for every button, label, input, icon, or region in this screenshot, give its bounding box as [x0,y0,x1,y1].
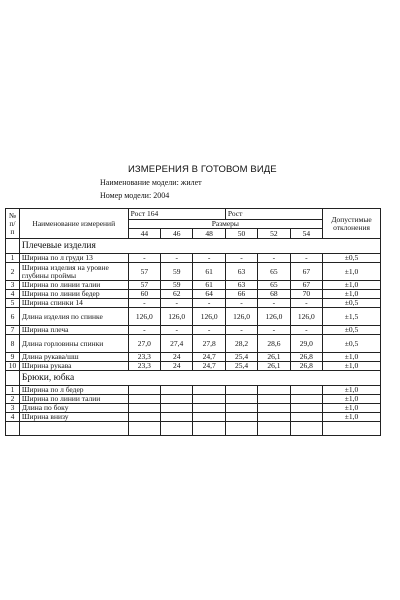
table-row [6,263,381,281]
row-value: 24 [161,362,193,371]
row-value: 24,7 [193,353,225,362]
row-value [258,404,290,413]
row-name: Ширина по линии талии [19,281,128,290]
row-value: - [258,326,290,335]
size-cell: 46 [161,229,193,239]
row-value: - [290,299,322,308]
header-num: № п/ п [6,209,20,239]
row-tolerance: ±1,5 [323,308,381,326]
row-value: 126,0 [258,308,290,326]
row-value [258,395,290,404]
table-row [6,362,381,371]
row-tolerance: ±1,0 [323,413,381,422]
row-value: - [128,299,160,308]
row-value: - [161,299,193,308]
row-num: 3 [6,281,20,290]
row-tolerance: ±1,0 [323,353,381,362]
row-value: 63 [225,281,257,290]
row-value: - [290,254,322,263]
row-value [290,404,322,413]
row-value: 26,1 [258,353,290,362]
row-value: 25,4 [225,353,257,362]
row-num: 4 [6,413,20,422]
row-value [225,404,257,413]
size-cell: 50 [225,229,257,239]
row-name: Длина рукава/шш [19,353,128,362]
table-row [6,413,381,422]
row-value: 29,0 [290,335,322,353]
row-value [258,413,290,422]
row-value: 60 [128,290,160,299]
row-value [161,395,193,404]
row-value [225,386,257,395]
row-value: - [225,326,257,335]
row-tolerance: ±1,0 [323,404,381,413]
row-name: Ширина по л бедер [19,386,128,395]
size-cell: 54 [290,229,322,239]
row-name: Ширина внизу [19,413,128,422]
table-row [6,353,381,362]
row-value [128,413,160,422]
row-value: 26,8 [290,362,322,371]
row-value: 57 [128,263,160,281]
row-name: Длина изделия по спинке [19,308,128,326]
row-value [161,404,193,413]
row-name: Ширина изделия на уровне глубины проймы [19,263,128,281]
row-value [290,386,322,395]
row-name: Длина по боку [19,404,128,413]
row-tolerance: ±0,5 [323,299,381,308]
table-row [6,290,381,299]
section-title: Плечевые изделия [19,239,380,254]
row-value: 70 [290,290,322,299]
row-value: 59 [161,263,193,281]
size-cell: 48 [193,229,225,239]
table-row-empty [6,422,381,436]
model-name: Наименование модели: жилет [100,178,202,187]
row-value: 66 [225,290,257,299]
row-value: - [225,254,257,263]
row-value: 26,1 [258,362,290,371]
row-num: 10 [6,362,20,371]
row-num: 5 [6,299,20,308]
row-value: 126,0 [290,308,322,326]
row-value [193,404,225,413]
row-name: Длина горловины спинки [19,335,128,353]
row-value [161,386,193,395]
row-tolerance: ±1,0 [323,281,381,290]
row-value [128,386,160,395]
row-value: 27,8 [193,335,225,353]
row-value [225,413,257,422]
section-title: Брюки, юбка [19,371,380,386]
model-number: Номер модели: 2004 [100,191,170,200]
size-cell: 44 [128,229,160,239]
table-row [6,386,381,395]
row-tolerance: ±0,5 [323,335,381,353]
table-header [6,209,381,239]
row-value: 61 [193,263,225,281]
row-value: - [161,254,193,263]
table-row [6,335,381,353]
empty-cell [258,422,290,436]
row-tolerance: ±0,5 [323,254,381,263]
section-num-empty [6,239,20,254]
row-num: 7 [6,326,20,335]
table-row [6,299,381,308]
row-num: 2 [6,395,20,404]
section-trousers [6,371,381,436]
header-height-164: Рост 164 [128,209,225,220]
row-value: 57 [128,281,160,290]
table-row [6,281,381,290]
row-value: 65 [258,263,290,281]
table-row [6,326,381,335]
row-num: 9 [6,353,20,362]
row-tolerance: ±1,0 [323,362,381,371]
row-value: 126,0 [161,308,193,326]
row-num: 3 [6,404,20,413]
empty-cell [323,422,381,436]
row-value: 126,0 [128,308,160,326]
row-value: 27,0 [128,335,160,353]
row-value [258,386,290,395]
row-value: - [258,299,290,308]
row-value: 126,0 [193,308,225,326]
empty-cell [19,422,128,436]
row-value: 68 [258,290,290,299]
row-value [128,395,160,404]
row-value: 59 [161,281,193,290]
row-tolerance: ±1,0 [323,263,381,281]
row-num: 1 [6,386,20,395]
row-value: 61 [193,281,225,290]
document-title: ИЗМЕРЕНИЯ В ГОТОВОМ ВИДЕ [128,164,277,175]
row-name: Ширина по линии талии [19,395,128,404]
row-num: 6 [6,308,20,326]
section-shoulder [6,239,381,371]
header-name: Наименование измерений [19,209,128,239]
row-value [193,386,225,395]
row-value: - [290,326,322,335]
row-value: 25,4 [225,362,257,371]
row-value: 24 [161,353,193,362]
row-value [128,404,160,413]
row-name: Ширина плеча [19,326,128,335]
row-num: 1 [6,254,20,263]
row-value: - [193,326,225,335]
header-sizes: Размеры [128,220,322,229]
row-num: 8 [6,335,20,353]
row-value: 26,8 [290,353,322,362]
row-value [290,395,322,404]
empty-cell [193,422,225,436]
row-value: - [161,326,193,335]
size-cell: 52 [258,229,290,239]
empty-cell [290,422,322,436]
row-name: Ширина рукава [19,362,128,371]
row-value [225,395,257,404]
row-value: 64 [193,290,225,299]
header-tolerance: Допустимые отклонения [323,209,381,239]
empty-cell [161,422,193,436]
row-value: 27,4 [161,335,193,353]
row-num: 2 [6,263,20,281]
row-value: 23,3 [128,362,160,371]
row-value: - [128,326,160,335]
row-value: 63 [225,263,257,281]
empty-cell [128,422,160,436]
row-value: 28,6 [258,335,290,353]
row-value: - [225,299,257,308]
row-value: 24,7 [193,362,225,371]
row-value: 126,0 [225,308,257,326]
row-tolerance: ±1,0 [323,395,381,404]
row-tolerance: ±0,5 [323,326,381,335]
row-num: 4 [6,290,20,299]
section-num-empty [6,371,20,386]
header-height: Рост [225,209,322,220]
row-value: 23,3 [128,353,160,362]
table-row [6,308,381,326]
table-row [6,404,381,413]
row-value: 67 [290,281,322,290]
row-value: 65 [258,281,290,290]
table-row [6,254,381,263]
row-value: 67 [290,263,322,281]
row-name: Ширина спинки 14 [19,299,128,308]
row-name: Ширина по линии бедер [19,290,128,299]
row-name: Ширина по л груди 13 [19,254,128,263]
row-value: 28,2 [225,335,257,353]
row-value: - [258,254,290,263]
empty-cell [6,422,20,436]
row-value: - [193,254,225,263]
row-value [161,413,193,422]
row-value [193,413,225,422]
measurements-table [5,208,381,436]
row-value: - [128,254,160,263]
row-value: - [193,299,225,308]
row-value: 62 [161,290,193,299]
empty-cell [225,422,257,436]
row-value [193,395,225,404]
row-value [290,413,322,422]
table-row [6,395,381,404]
row-tolerance: ±1,0 [323,386,381,395]
row-tolerance: ±1,0 [323,290,381,299]
